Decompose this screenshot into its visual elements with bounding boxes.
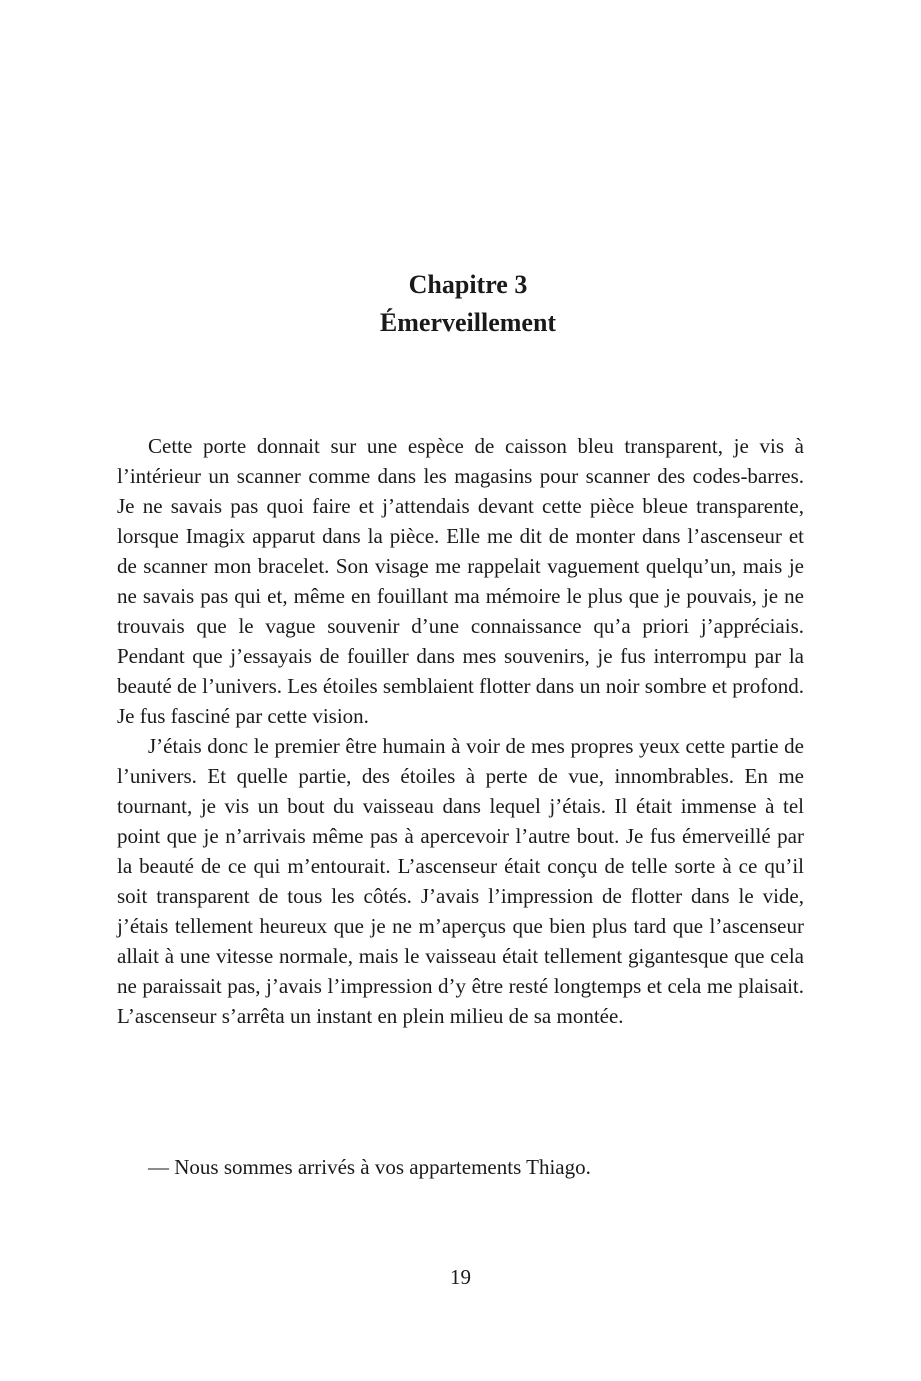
paragraph-1: Cette porte donnait sur une espèce de caisson bleu transparent, je vis à l’intérieur un scanner comme dans les magasins pour scanner des codes-barres. Je ne savais pas quoi faire et j’attendais devant cette pièce bleue transparente, lorsque Imagix apparut dans la pièce. Elle me dit de monter dans l’ascenseur et de scanner mon bracelet. Son visage me rappelait vaguement quelqu’un, mais je ne savais pas qui et, même en fouillant ma mémoire le plus que je pouvais, je ne trouvais que le vague souvenir d’une connaissance qu’a priori j’appréciais. Pendant que j’essayais de fouiller dans mes souvenirs, je fus interrompu par la beauté de l’univers. Les étoiles semblaient flotter dans un noir sombre et profond. Je fus fasciné par cette vision. (117, 434, 804, 728)
chapter-heading (0, 266, 921, 342)
chapter-body (117, 431, 804, 1031)
chapter-title: Émerveillement (379, 308, 557, 337)
chapter-number: Chapitre 3 (408, 270, 528, 299)
paragraph-2: J’étais donc le premier être humain à voir de mes propres yeux cette partie de l’univers. Et quelle partie, des étoiles à perte de vue, innombrables. En me tournant, je vis un bout du vaisseau dans lequel j’étais. Il était immense à tel point que je n’arrivais même pas à apercevoir l’autre bout. Je fus émerveillé par la beauté de ce qui m’entourait. L’ascenseur était conçu de telle sorte à ce qu’il soit transparent de tous les côtés. J’avais l’impression de flotter dans le vide, j’étais tellement heureux que je ne m’aperçus que bien plus tard que l’ascenseur allait à une vitesse normale, mais le vaisseau était tellement gigantesque que cela ne paraissait pas, j’avais l’impression d’y être resté longtemps et cela me plaisait. L’ascenseur s’arrêta un instant en plein milieu de sa montée. (117, 734, 804, 1028)
page-number: 19 (450, 1265, 471, 1289)
dialogue-line: — Nous sommes arrivés à vos appartements Thiago. (148, 1155, 591, 1179)
